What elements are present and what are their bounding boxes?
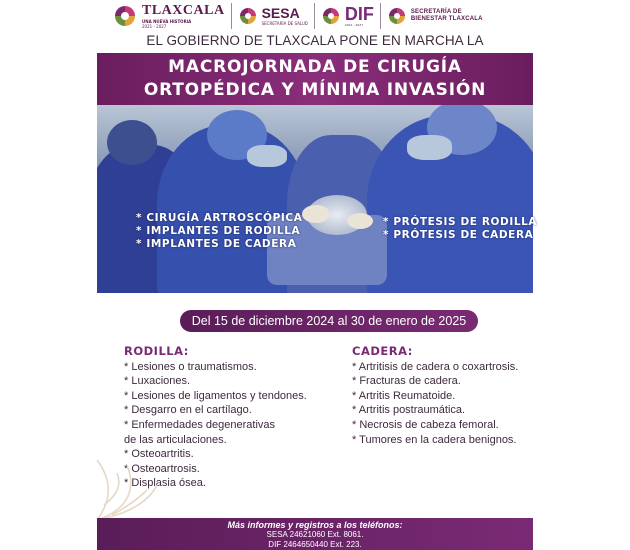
sesa-logo	[238, 0, 308, 32]
procedure-item: * PRÓTESIS DE RODILLA	[383, 216, 538, 228]
list-item: de las articulaciones.	[124, 433, 227, 446]
sesa-logo-subtitle: SECRETARÍA DE SALUD	[261, 20, 308, 26]
list-item: * Lesiones o traumatismos.	[124, 360, 257, 373]
rodilla-title: RODILLA:	[124, 344, 189, 358]
dates-pill: Del 15 de diciembre 2024 al 30 de enero de 2025	[180, 310, 478, 332]
procedure-item: * CIRUGÍA ARTROSCÓPICA	[136, 212, 303, 224]
tlaxcala-logo-tagline: UNA NUEVA HISTORIA	[142, 18, 192, 24]
cadera-title: CADERA:	[352, 344, 413, 358]
flower-emblem-icon	[238, 6, 258, 26]
contact-footer	[97, 518, 533, 550]
procedure-item: * IMPLANTES DE CADERA	[136, 238, 297, 250]
list-item: * Desgarro en el cartílago.	[124, 404, 252, 417]
procedure-item: * PRÓTESIS DE CADERA	[383, 229, 534, 241]
list-item: * Artritis postraumática.	[352, 404, 466, 417]
procedures-list-left	[136, 212, 302, 251]
title-banner	[97, 53, 533, 105]
contact-phone-dif: DIF 2464650440 Ext. 223.	[268, 540, 362, 549]
list-item: * Lesiones de ligamentos y tendones.	[124, 389, 307, 402]
cadera-section	[352, 344, 562, 447]
surgical-glove	[347, 213, 373, 229]
surgical-mask	[247, 145, 287, 167]
logo-divider	[314, 3, 315, 29]
list-item: * Tumores en la cadera benignos.	[352, 433, 517, 446]
list-item: * Enfermedades degenerativas	[124, 418, 276, 431]
procedure-item: * IMPLANTES DE RODILLA	[136, 225, 301, 237]
list-item: * Artritisis de cadera o coxartrosis.	[352, 360, 519, 373]
headline: EL GOBIERNO DE TLAXCALA PONE EN MARCHA LA	[146, 33, 484, 48]
surgery-photo	[97, 105, 533, 293]
contact-title: Más informes y registros a los teléfonos:	[227, 520, 403, 530]
logo-bar	[112, 0, 522, 32]
bienestar-logo	[387, 0, 485, 32]
list-item: * Displasia ósea.	[124, 477, 206, 490]
contact-phone-sesa: SESA 24621060 Ext. 8061.	[266, 530, 364, 539]
sesa-logo-name: SESA	[261, 4, 300, 21]
tlaxcala-logo-name: TLAXCALA	[142, 2, 225, 18]
dif-logo	[321, 0, 374, 32]
tlaxcala-logo	[112, 0, 225, 32]
title-line-2: ORTOPÉDICA Y MÍNIMA INVASIÓN	[143, 80, 487, 100]
bienestar-logo-name: SECRETARÍA DE BIENESTAR TLAXCALA	[410, 9, 483, 22]
list-item: * Luxaciones.	[124, 375, 191, 388]
tlaxcala-logo-years: 2021 - 2027	[142, 23, 167, 29]
logo-divider	[380, 3, 381, 29]
flower-emblem-icon	[321, 6, 341, 26]
list-item: * Osteoartritis.	[124, 448, 194, 461]
surgical-mask	[407, 135, 452, 160]
list-item: * Osteoartrosis.	[124, 462, 200, 475]
decorative-motif-icon	[92, 445, 162, 525]
list-item: * Artritis Reumatoide.	[352, 389, 456, 402]
dif-logo-name: DIF	[344, 4, 374, 24]
surgeon-head	[107, 120, 157, 165]
flower-emblem-icon	[387, 6, 407, 26]
surgical-glove	[302, 205, 330, 223]
title-line-1: MACROJORNADA DE CIRUGÍA	[168, 57, 462, 77]
flower-emblem-icon	[112, 3, 138, 29]
list-item: * Fracturas de cadera.	[352, 375, 461, 388]
procedures-list-right	[383, 216, 537, 242]
logo-divider	[231, 3, 232, 29]
list-item: * Necrosis de cabeza femoral.	[352, 418, 499, 431]
dif-logo-years: 2021 - 2027	[344, 23, 364, 27]
